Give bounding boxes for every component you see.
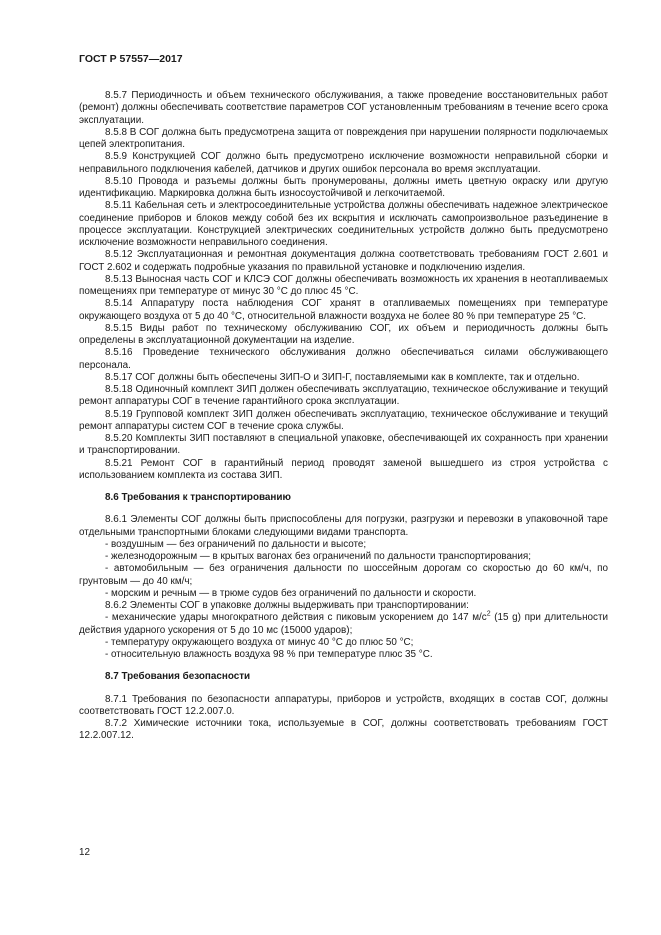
shock-text-b: (15 g) при длительности действия ударного ускорения от 5 до 10 мс (15000 ударов); bbox=[79, 612, 608, 636]
paragraph-8-6-2: 8.6.2 Элементы СОГ в упаковке должны выдерживать при транспортировании: bbox=[105, 600, 469, 611]
paragraph-8-5-17: 8.5.17 СОГ должны быть обеспечены ЗИП-О и ЗИП-Г, поставляемыми как в комплекте, так и отдельно. bbox=[105, 371, 580, 383]
humidity-requirement: - относительную влажность воздуха 98 % при температуре плюс 35 °С. bbox=[105, 649, 433, 660]
shock-exponent: 2 bbox=[486, 610, 491, 618]
paragraph-8-5-19: 8.5.19 Групповой комплект ЗИП должен обеспечивать эксплуатацию, техническое обслуживание и текущий ремонт аппаратуры систем СОГ в течение срока службы. bbox=[79, 408, 608, 432]
transport-item-sea: - морским и речным — в трюме судов без ограничений по дальности и скорости. bbox=[105, 587, 477, 599]
transport-item-road: - автомобильным — без ограничения дальности по шоссейным дорогам со скоростью до 60 км/ч, по грунтовым — до 40 км/ч; bbox=[79, 563, 608, 587]
section-heading-8-6: 8.6 Требования к транспортированию bbox=[105, 492, 291, 503]
document-header: ГОСТ Р 57557—2017 bbox=[79, 53, 183, 65]
paragraph-8-5-18: 8.5.18 Одиночный комплект ЗИП должен обеспечивать эксплуатацию, техническое обслуживание и текущий ремонт аппаратуры СОГ в течение гарантийного срока эксплуатации. bbox=[79, 384, 608, 408]
shock-text-a: - механические удары многократного действия с пиковым ускорением до 147 м/с bbox=[105, 612, 487, 624]
page-body bbox=[79, 90, 608, 743]
paragraph-8-5-21: 8.5.21 Ремонт СОГ в гарантийный период проводят заменой вышедшего из строя устройства с использованием комплекта из состава ЗИП. bbox=[79, 457, 608, 481]
paragraph-8-5-20: 8.5.20 Комплекты ЗИП поставляют в специальной упаковке, обеспечивающей их сохранность при хранении и транспортировании. bbox=[79, 433, 608, 457]
transport-item-air: - воздушным — без ограничений по дальности и высоте; bbox=[105, 538, 367, 550]
paragraph-8-5-12: 8.5.12 Эксплуатационная и ремонтная документация должна соответствовать требованиям ГОСТ 2.601 и ГОСТ 2.602 и содержать подробные указания по правильной установке и подключению изделия. bbox=[79, 249, 608, 273]
transport-item-rail: - железнодорожным — в крытых вагонах без ограничений по дальности транспортирования; bbox=[105, 551, 531, 562]
paragraph-8-5-16: 8.5.16 Проведение технического обслуживания должно обеспечиваться силами обслуживающего персонала. bbox=[79, 347, 608, 371]
temperature-requirement: - температуру окружающего воздуха от минус 40 °С до плюс 50 °С; bbox=[105, 636, 414, 648]
paragraph-8-5-11: 8.5.11 Кабельная сеть и электросоединительные устройства должны обеспечивать надежное электрическое соединение приборов и блоков между собой без их вскрытия и исключать самопроизвольное разъединение в процессе эксплуатации. Конструкцией электрических соединительных устройств должно быть предусмотрено исключение возможности неправильного соединения. bbox=[79, 200, 608, 248]
paragraph-8-6-1: 8.6.1 Элементы СОГ должны быть приспособлены для погрузки, разгрузки и перевозки в упаковочной таре отдельными транспортными блоками следующими видами транспорта. bbox=[79, 514, 608, 538]
paragraph-8-5-8: 8.5.8 В СОГ должна быть предусмотрена защита от повреждения при нарушении полярности подключаемых цепей электропитания. bbox=[79, 126, 608, 150]
paragraph-8-7-1: 8.7.1 Требования по безопасности аппаратуры, приборов и устройств, входящих в состав СОГ, должны соответствовать ГОСТ 12.2.007.0. bbox=[79, 693, 608, 717]
paragraph-8-5-13: 8.5.13 Выносная часть СОГ и КЛСЭ СОГ должны обеспечивать возможность их хранения в неотапливаемых помещениях при температуре от минус 30 °С до плюс 45 °С. bbox=[79, 273, 608, 297]
page-number: 12 bbox=[79, 847, 90, 858]
paragraph-8-5-14: 8.5.14 Аппаратуру поста наблюдения СОГ хранят в отапливаемых помещениях при температуре окружающего воздуха от 5 до 40 °С, относительной влажности воздуха не более 80 % при температуре 25 °С. bbox=[79, 298, 608, 322]
paragraph-8-5-15: 8.5.15 Виды работ по техническому обслуживанию СОГ, их объем и периодичность должны быть определены в эксплуатационной документации на изделие. bbox=[79, 322, 608, 346]
paragraph-8-5-10: 8.5.10 Провода и разъемы должны быть пронумерованы, должны иметь цветную окраску или другую идентификацию. Маркировка должна быть износоустойчивой и легкочитаемой. bbox=[79, 175, 608, 199]
paragraph-8-7-2: 8.7.2 Химические источники тока, используемые в СОГ, должны соответствовать требованиям ГОСТ 12.2.007.12. bbox=[79, 718, 608, 742]
shock-requirement bbox=[79, 612, 608, 637]
section-heading-8-7: 8.7 Требования безопасности bbox=[105, 671, 251, 683]
paragraph-8-5-7: 8.5.7 Периодичность и объем технического обслуживания, а также проведение восстановительных работ (ремонт) должны обеспечивать соответствие параметров СОГ установленным требованиям в течение всего срока эксплуатации. bbox=[79, 90, 608, 126]
paragraph-8-5-9: 8.5.9 Конструкцией СОГ должно быть предусмотрено исключение возможности неправильной сборки и неправильного подключения кабелей, датчиков и других ошибок персонала во время эксплуатации. bbox=[79, 151, 608, 175]
